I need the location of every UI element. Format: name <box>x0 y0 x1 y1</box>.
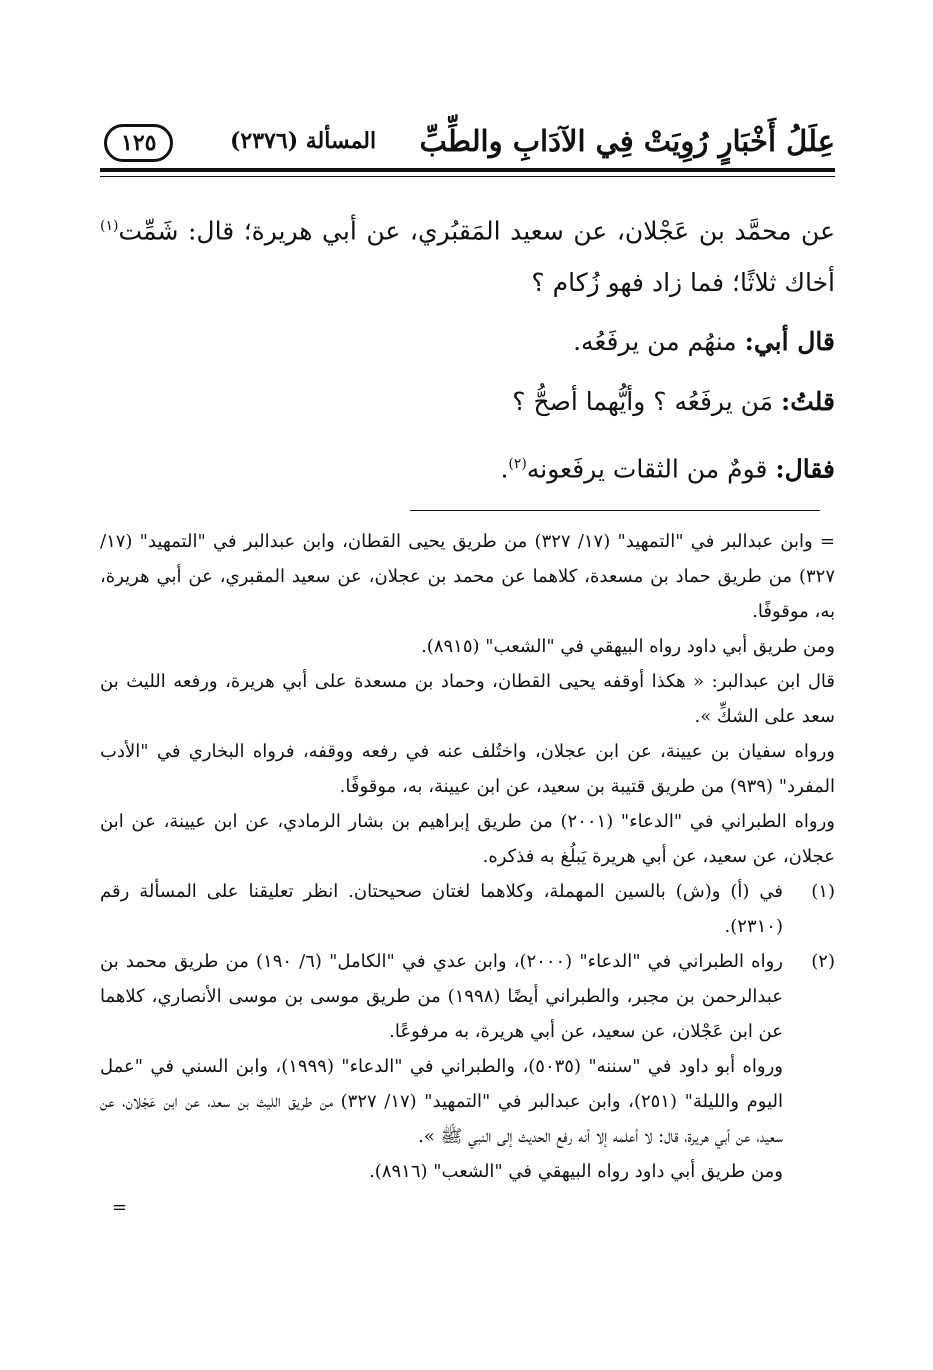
footnote-ref-1: (١) <box>100 218 119 234</box>
footnote-continuation-para: قال ابن عبدالبر: « هكذا أوقفه يحيى القطان، وحماد بن مسعدة على أبي هريرة، ورفعه الليث بن سعد على الشكِّ ». <box>100 671 835 727</box>
footnote-continuation-para: = وابن عبدالبر في "التمهيد" (١٧/ ٣٢٧) من طريق يحيى القطان، وابن عبدالبر في "التمهيد" (١٧/ ٣٢٧) من طريق حماد بن مسعدة، كلاهما عن محمد بن عجلان، عن سعيد المقبري، عن أبي هريرة، به، موقوفًا. <box>100 531 835 622</box>
footnote-continuation-para: ومن طريق أبي داود رواه البيهقي في "الشعب" (٨٩١٥). <box>421 636 835 657</box>
continues-mark: = <box>112 1197 128 1218</box>
footnote-1-text: في (أ) و(ش) بالسين المهملة، وكلاهما لغتان صحيحتان. انظر تعليقنا على المسألة رقم (٢٣١٠). <box>100 881 783 937</box>
footnote-ref-2: (٢) <box>508 456 527 472</box>
footnote-2 <box>100 944 835 1049</box>
page-number-badge: ١٢٥ <box>104 124 173 162</box>
dialogue-line-2 <box>215 382 835 422</box>
main-text <box>100 200 835 309</box>
dialogue-line-1 <box>215 322 835 362</box>
speaker-label: قلتُ: <box>780 387 835 416</box>
speaker-label: فقال: <box>775 454 835 484</box>
header-rule-thick <box>100 168 835 172</box>
hadith-paragraph: عن محمَّد بن عَجْلان، عن سعيد المَقبُري، عن أبي هريرة؛ قال: شَمِّت$^{(١)}$ أخاك ثلاثًا؛ فما زاد فهو زُكام ؟ <box>100 216 835 298</box>
dialogue-line-3: فقال: قومٌ من الثقات يرفَعونه$^{(٢)}$. <box>500 454 835 484</box>
dialogue-text: مَن يرفَعُه ؟ وأيُّهما أصحُّ ؟ <box>512 387 781 416</box>
footnote-2-marker: (٢) <box>811 951 835 972</box>
dialogue-text: منهُم من يرفَعُه. <box>573 327 745 356</box>
running-header <box>100 118 835 168</box>
footnote-1 <box>100 874 835 944</box>
footnote-2-para: ومن طريق أبي داود رواه البيهقي في "الشعب" (٨٩١٦). <box>369 1161 783 1182</box>
footnote-1-marker: (١) <box>811 881 835 902</box>
footnote-2-para: ورواه أبو داود في "سننه" (٥٠٣٥)، والطبراني في "الدعاء" (١٩٩٩)، وابن السني في "عمل اليوم والليلة" (٢٥١)، وابن عبدالبر في "التمهيد" (١٧/ ٣٢٧) من طريق الليث بن سعد، عن ابن عَجْلان، عن سعيد، عن أبي هريرة، قال: لا أعلمه إلا أنه رفع الحديث إلى النبي ﷺ ». <box>100 1056 783 1147</box>
footnote-continuation-para: ورواه سفيان بن عيينة، عن ابن عجلان، واختُلف عنه في رفعه ووقفه، فرواه البخاري في "الأدب المفرد" (٩٣٩) من طريق قتيبة بن سعيد، عن ابن عيينة، به، موقوفًا. <box>100 741 835 797</box>
issue-number: المسألة (٢٣٧٦) <box>230 128 377 154</box>
footnotes <box>100 524 835 1189</box>
footnote-continuation-para: ورواه الطبراني في "الدعاء" (٢٠٠١) من طريق إبراهيم بن بشار الرمادي، عن ابن عيينة، عن ابن عجلان، عن سعيد، عن أبي هريرة يَبلُغ به فذكره. <box>100 811 835 867</box>
footnote-separator <box>410 510 820 511</box>
dialogue-text: قومٌ من الثقات يرفَعونه <box>526 454 776 484</box>
header-rule-thin <box>100 176 835 177</box>
book-title: عِلَلُ أَخْبَارٍ رُوِيَتْ فِي الآدَابِ والطِّبِّ <box>419 124 835 158</box>
footnote-2-text: رواه الطبراني في "الدعاء" (٢٠٠٠)، وابن عدي في "الكامل" (٦/ ١٩٠) من طريق محمد بن عبدالرحمن بن مجبر، والطبراني أيضًا (١٩٩٨) من طريق موسى بن موسى الأنصاري، كلاهما عن ابن عَجْلان، عن سعيد، عن أبي هريرة، به مرفوعًا. <box>100 951 783 1042</box>
speaker-label: قال أبي: <box>744 327 835 356</box>
